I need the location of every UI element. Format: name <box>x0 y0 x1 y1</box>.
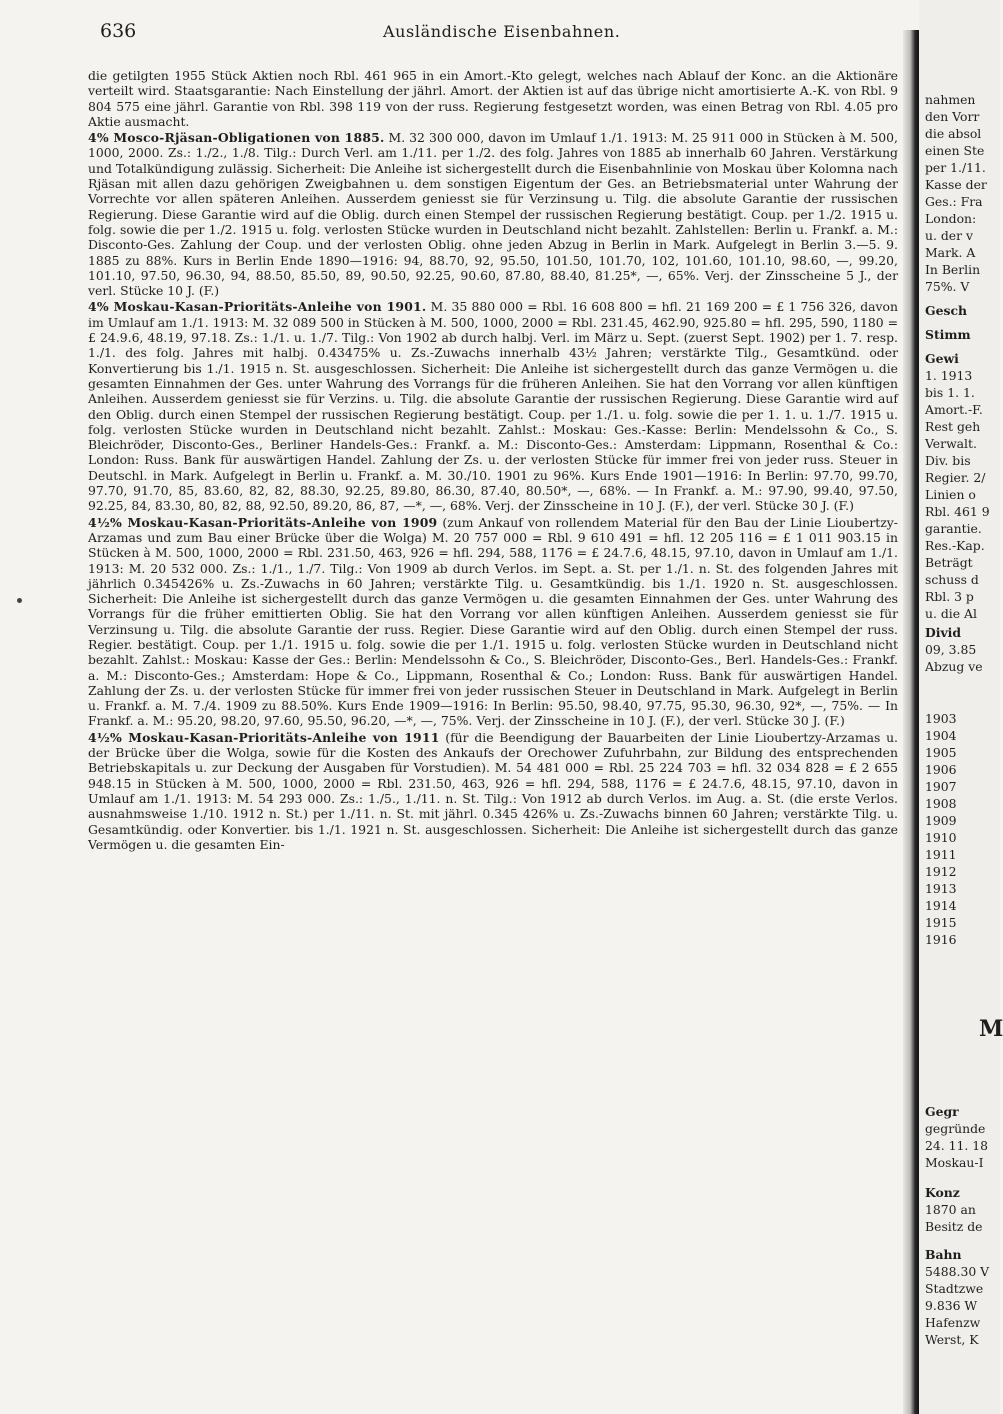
facing-fragment: Besitz de <box>925 1219 983 1234</box>
facing-fragment: gegründe <box>925 1121 986 1136</box>
facing-fragment: u. die Al <box>925 606 977 621</box>
entry-body: M. 35 880 000 = Rbl. 16 608 800 = hfl. 21 169 200 = £ 1 756 326, davon im Umlauf am 1./1. 1913: M. 32 089 500 in Stücken à M. 500, 1000, 2000 = Rbl. 231.45, 462.90, 925.80 = hfl. 295, 590, 1180 = £ 24.9.6, 48.19, 97.18. Zs.: 1./1. u. 1./7. Tilg.: Von 1902 ab durch halbj. Verl. im März u. Sept. (zuerst Sept. 1902) per 1. 7. resp. 1./1. des folg. Jahres mit halbj. 0.43475% u. Zs.-Zuwachs innerhalb 43½ Jahren; verstärkte Tilg., Gesamtkünd. oder Konvertierung bis 1./1. 1915 n. St. ausgeschlossen. Sicherheit: Die Anleihe ist sichergestellt durch das ganze Vermögen u. die gesamten Einnahmen der Ges. unter Wahrung des Vorrangs für die früheren Anleihen. Sie hat den Vorrang vor allen künftigen Anleihen. Ausserdem geniesst sie für Verzins. u. Tilg. die absolute Garantie der russischen Regierung. Diese Garantie wird auf den Oblig. durch einen Stempel der russischen Regierung bestätigt. Coup. per 1./1. u. folg. sowie die per 1. 1. u. 1./7. 1915 u. folg. verlosten Stücke wurden in Deutschland nicht bezahlt. Zahlst.: Moskau: Ges.-Kasse: Berlin: Mendelssohn & Co., S. Bleichröder, Disconto-Ges., Berliner Handels-Ges.: Frankf. a. M.: Disconto-Ges.: Amsterdam: Lippmann, Rosenthal & Co.: London: Russ. Bank für auswärtigen Handel. Zahlung der Zs. u. der verlosten Stücke für immer frei von jeder russ. Steuer in Deutschl. in Mark. Aufgelegt in Berlin u. Frankf. a. M. 30./10. 1901 zu 96%. Kurs Ende 1901—1916: In Berlin: 97.70, 99.70, 97.70, 91.70, 85, 83.60, 82, 82, 88.30, 92.25, 89.80, 86.30, 87.40, 80.50*, —, 68%. — In Frankf. a. M.: 97.90, 99.40, 97.50, 92.25, 84, 83.30, 80, 82, 88, 92.50, 89.20, 86, 87, —*, —, 68%. Verj. der Zinsscheine in 10 J. (F.), der verl. Stücke 30 J. (F.) <box>88 299 898 514</box>
entry-kasan-1901 <box>88 299 898 513</box>
facing-fragment: schuss d <box>925 572 979 587</box>
facing-year: 1907 <box>925 779 957 794</box>
entry-kasan-1909 <box>88 515 898 729</box>
facing-fragment: Moskau-I <box>925 1155 984 1170</box>
facing-fragment: 1870 an <box>925 1202 976 1217</box>
facing-fragment: Res.-Kap. <box>925 538 985 553</box>
facing-fragment: Gesch <box>925 303 967 318</box>
facing-fragment: bis 1. 1. <box>925 385 975 400</box>
facing-fragment: Rbl. 3 p <box>925 589 974 604</box>
facing-fragment: Gewi <box>925 351 959 366</box>
facing-fragment: garantie. <box>925 521 982 536</box>
facing-year: 1910 <box>925 830 957 845</box>
facing-fragment: Ges.: Fra <box>925 194 983 209</box>
facing-fragment: 75%. V <box>925 279 970 294</box>
facing-section-initial: M <box>979 1016 1003 1042</box>
intro-paragraph: die getilgten 1955 Stück Aktien noch Rbl. 461 965 in ein Amort.-Kto gelegt, welches nach Ablauf der Konc. an die Aktionäre verteilt wird. Staatsgarantie: Nach Einstellung der jährl. Amort. der Aktien ist auf das übrige nicht amortisierte A.-K. von Rbl. 9 804 575 eine jährl. Garantie von Rbl. 398 119 von der russ. Regierung festgesetzt worden, was einen Betrag von Rbl. 4.05 pro Aktie ausmacht. <box>88 68 898 129</box>
facing-year: 1906 <box>925 762 957 777</box>
facing-fragment: die absol <box>925 126 982 141</box>
facing-fragment: Regier. 2/ <box>925 470 986 485</box>
facing-fragment: Werst, K <box>925 1332 979 1347</box>
facing-year: 1911 <box>925 847 957 862</box>
entry-body: M. 32 300 000, davon im Umlauf 1./1. 1913: M. 25 911 000 in Stücken à M. 500, 1000, 2000. Zs.: 1./2., 1./8. Tilg.: Durch Verl. am 1./11. per 1./2. des folg. Jahres von 1885 ab innerhalb 60 Jahren. Verstärkung und Totalkündigung zulässig. Sicherheit: Die Anleihe ist sichergestellt durch die Eisenbahnlinie von Moskau über Kolomna nach Rjäsan mit allen dazu gehörigen Zweigbahnen u. dem sonstigen Eigentum der Ges. an Betriebsmaterial unter Wahrung der Vorrechte vor allen späteren Anleihen. Ausserdem geniesst sie für Verzinsung u. Tilg. die absolute Garantie der russischen Regierung. Diese Garantie wird auf die Oblig. durch einen Stempel der russischen Regierung bestätigt. Coup. per 1./2. 1915 u. folg. sowie die per 1./2. 1915 u. folg. verlosten Stücke wurden in Deutschland nicht bezahlt. Zahlstellen: Berlin u. Frankf. a. M.: Disconto-Ges. Zahlung der Coup. und der verlosten Oblig. ohne jeden Abzug in Berlin in Mark. Aufgelegt in Berlin 3.—5. 9. 1885 zu 88%. Kurs in Berlin Ende 1890—1916: 94, 88.70, 92, 95.50, 101.50, 101.70, 102, 101.60, 101.10, 98.60, —, 99.20, 101.10, 97.50, 96.30, 94, 88.50, 85.50, 89, 90.50, 92.25, 90.60, 87.80, 88.40, 81.25*, —, 65%. Verj. der Zinsscheine 5 J., der verl. Stücke 10 J. (F.) <box>88 130 898 299</box>
facing-fragment: London: <box>925 211 977 226</box>
facing-fragment: Linien o <box>925 487 976 502</box>
facing-fragment: nahmen <box>925 92 976 107</box>
facing-fragment: Rest geh <box>925 419 981 434</box>
entry-heading: 4½% Moskau-Kasan-Prioritäts-Anleihe von 1911 <box>88 729 440 745</box>
facing-fragment: Kasse der <box>925 177 987 192</box>
facing-year: 1903 <box>925 711 957 726</box>
facing-fragment: Gegr <box>925 1104 959 1119</box>
facing-fragment: 5488.30 V <box>925 1264 990 1279</box>
facing-year: 1912 <box>925 864 957 879</box>
facing-fragment: Divid <box>925 625 962 640</box>
facing-fragment: Amort.-F. <box>925 402 983 417</box>
facing-fragment: Div. bis <box>925 453 971 468</box>
facing-fragment: 1. 1913 <box>925 368 973 383</box>
facing-fragment: 09, 3.85 <box>925 642 977 657</box>
facing-fragment: Stimm <box>925 327 971 342</box>
facing-year: 1908 <box>925 796 957 811</box>
facing-fragment: Rbl. 461 9 <box>925 504 990 519</box>
margin-dot <box>17 598 22 603</box>
entry-kasan-1911 <box>88 730 898 852</box>
facing-fragment: 9.836 W <box>925 1298 978 1313</box>
facing-fragment: u. der v <box>925 228 973 243</box>
facing-fragment: Verwalt. <box>925 436 977 451</box>
entry-heading: 4% Mosco-Rjäsan-Obligationen von 1885. <box>88 130 385 146</box>
facing-fragment: Mark. A <box>925 245 976 260</box>
entry-rjasan-1885 <box>88 130 898 298</box>
entry-heading: 4% Moskau-Kasan-Prioritäts-Anleihe von 1901. <box>88 299 427 315</box>
entry-body: (zum Ankauf von rollendem Material für den Bau der Linie Lioubertzy-Arzamas und zum Bau einer Brücke über die Wolga) M. 20 757 000 = Rbl. 9 610 491 = hfl. 12 205 116 = £ 1 011 903.15 in Stücken à M. 500, 1000, 2000 = Rbl. 231.50, 463, 926 = hfl. 294, 588, 1176 = £ 24.7.6, 48.15, 97.10, davon in Umlauf am 1./1. 1913: M. 20 532 000. Zs.: 1./1., 1./7. Tilg.: Von 1909 ab durch Verlos. im Sept. a. St. per 1./1. n. St. des folgenden Jahres mit jährlich 0.345426% u. Zs.-Zuwachs in 60 Jahren; verstärkte Tilg. u. Gesamtkündig. bis 1./1. 1920 n. St. ausgeschlossen. Sicherheit: Die Anleihe ist sichergestellt durch das ganze Vermögen u. die gesamten Einnahmen der Ges. unter Wahrung des Vorrangs für die früher emittierten Oblig. Sie hat den Vorrang vor allen künftigen Anleihen. Ausserdem geniesst sie für Verzinsung u. Tilg. die absolute Garantie der russ. Regier. Diese Garantie wird auf den Oblig. durch einen Stempel der russ. Regier. bestätigt. Coup. per 1./1. 1915 u. folg. sowie die per 1./1. 1915 u. folg. verlosten Stücke wurden in Deutschland nicht bezahlt. Zahlst.: Moskau: Kasse der Ges.: Berlin: Mendelssohn & Co., S. Bleichröder, Disconto-Ges., Berl. Handels-Ges.: Frankf. a. M.: Disconto-Ges.; Amsterdam: Hope & Co., Lippmann, Rosenthal & Co.; London: Russ. Bank für auswärtigen Handel. Zahlung der Zs. u. der verlosten Stücke für immer frei von jeder russischen Steuer in Deutschland in Mark. Aufgelegt in Berlin u. Frankf. a. M. 7./4. 1909 zu 88.50%. Kurs Ende 1909—1916: In Berlin: 95.50, 98.40, 97.75, 95.30, 96.30, 92*, —, 75%. — In Frankf. a. M.: 95.20, 98.20, 97.60, 95.50, 96.20, —*, —, 75%. Verj. der Zinsscheine in 10 J. (F.), der verl. Stücke 30 J. (F.) <box>88 514 898 729</box>
page-number: 636 <box>100 20 137 42</box>
facing-fragment: In Berlin <box>925 262 981 277</box>
facing-fragment: per 1./11. <box>925 160 986 175</box>
facing-year: 1915 <box>925 915 957 930</box>
facing-fragment: Bahn <box>925 1247 962 1262</box>
facing-fragment: Stadtzwe <box>925 1281 984 1296</box>
facing-fragment: Abzug ve <box>925 659 983 674</box>
facing-fragment: 24. 11. 18 <box>925 1138 989 1153</box>
facing-year: 1905 <box>925 745 957 760</box>
facing-year: 1914 <box>925 898 957 913</box>
facing-year: 1909 <box>925 813 957 828</box>
running-title: Ausländische Eisenbahnen. <box>383 22 621 41</box>
entry-body: (für die Beendigung der Bauarbeiten der Linie Lioubertzy-Arzamas u. der Brücke über die Wolga, sowie für die Kosten des Ankaufs der Orechower Zufuhrbahn, zur Bildung des entsprechenden Betriebskapitals u. zur Deckung der Ausgaben für Vorstudien). M. 54 481 000 = Rbl. 25 224 703 = hfl. 32 034 828 = £ 2 655 948.15 in Stücken à M. 500, 1000, 2000 = Rbl. 231.50, 463, 926 = hfl. 294, 588, 1176 = £ 24.7.6, 48.15, 97.10, davon in Umlauf am 1./1. 1913: M. 54 293 000. Zs.: 1./5., 1./11. n. St. Tilg.: Von 1912 ab durch Verlos. im Aug. a. St. (die erste Verlos. ausnahmsweise 1./10. 1912 n. St.) per 1./11. n. St. mit jährl. 0.345 426% u. Zs.-Zuwachs binnen 60 Jahren; verstärkte Tilg. u. Gesamtkündig. oder Konvertier. bis 1./1. 1921 n. St. ausgeschlossen. Sicherheit: Die Anleihe ist sichergestellt durch das ganze Vermögen u. die gesamten Ein- <box>88 729 898 852</box>
page-gutter <box>903 30 919 1414</box>
facing-page-column <box>919 0 1003 1414</box>
facing-fragment: einen Ste <box>925 143 985 158</box>
facing-fragment: Konz <box>925 1185 960 1200</box>
facing-fragment: Beträgt <box>925 555 973 570</box>
facing-year: 1904 <box>925 728 957 743</box>
facing-fragment: Hafenzw <box>925 1315 981 1330</box>
entry-heading: 4½% Moskau-Kasan-Prioritäts-Anleihe von 1909 <box>88 514 438 530</box>
main-column <box>88 68 898 1413</box>
facing-year: 1916 <box>925 932 957 947</box>
facing-year: 1913 <box>925 881 957 896</box>
facing-fragment: den Vorr <box>925 109 980 124</box>
